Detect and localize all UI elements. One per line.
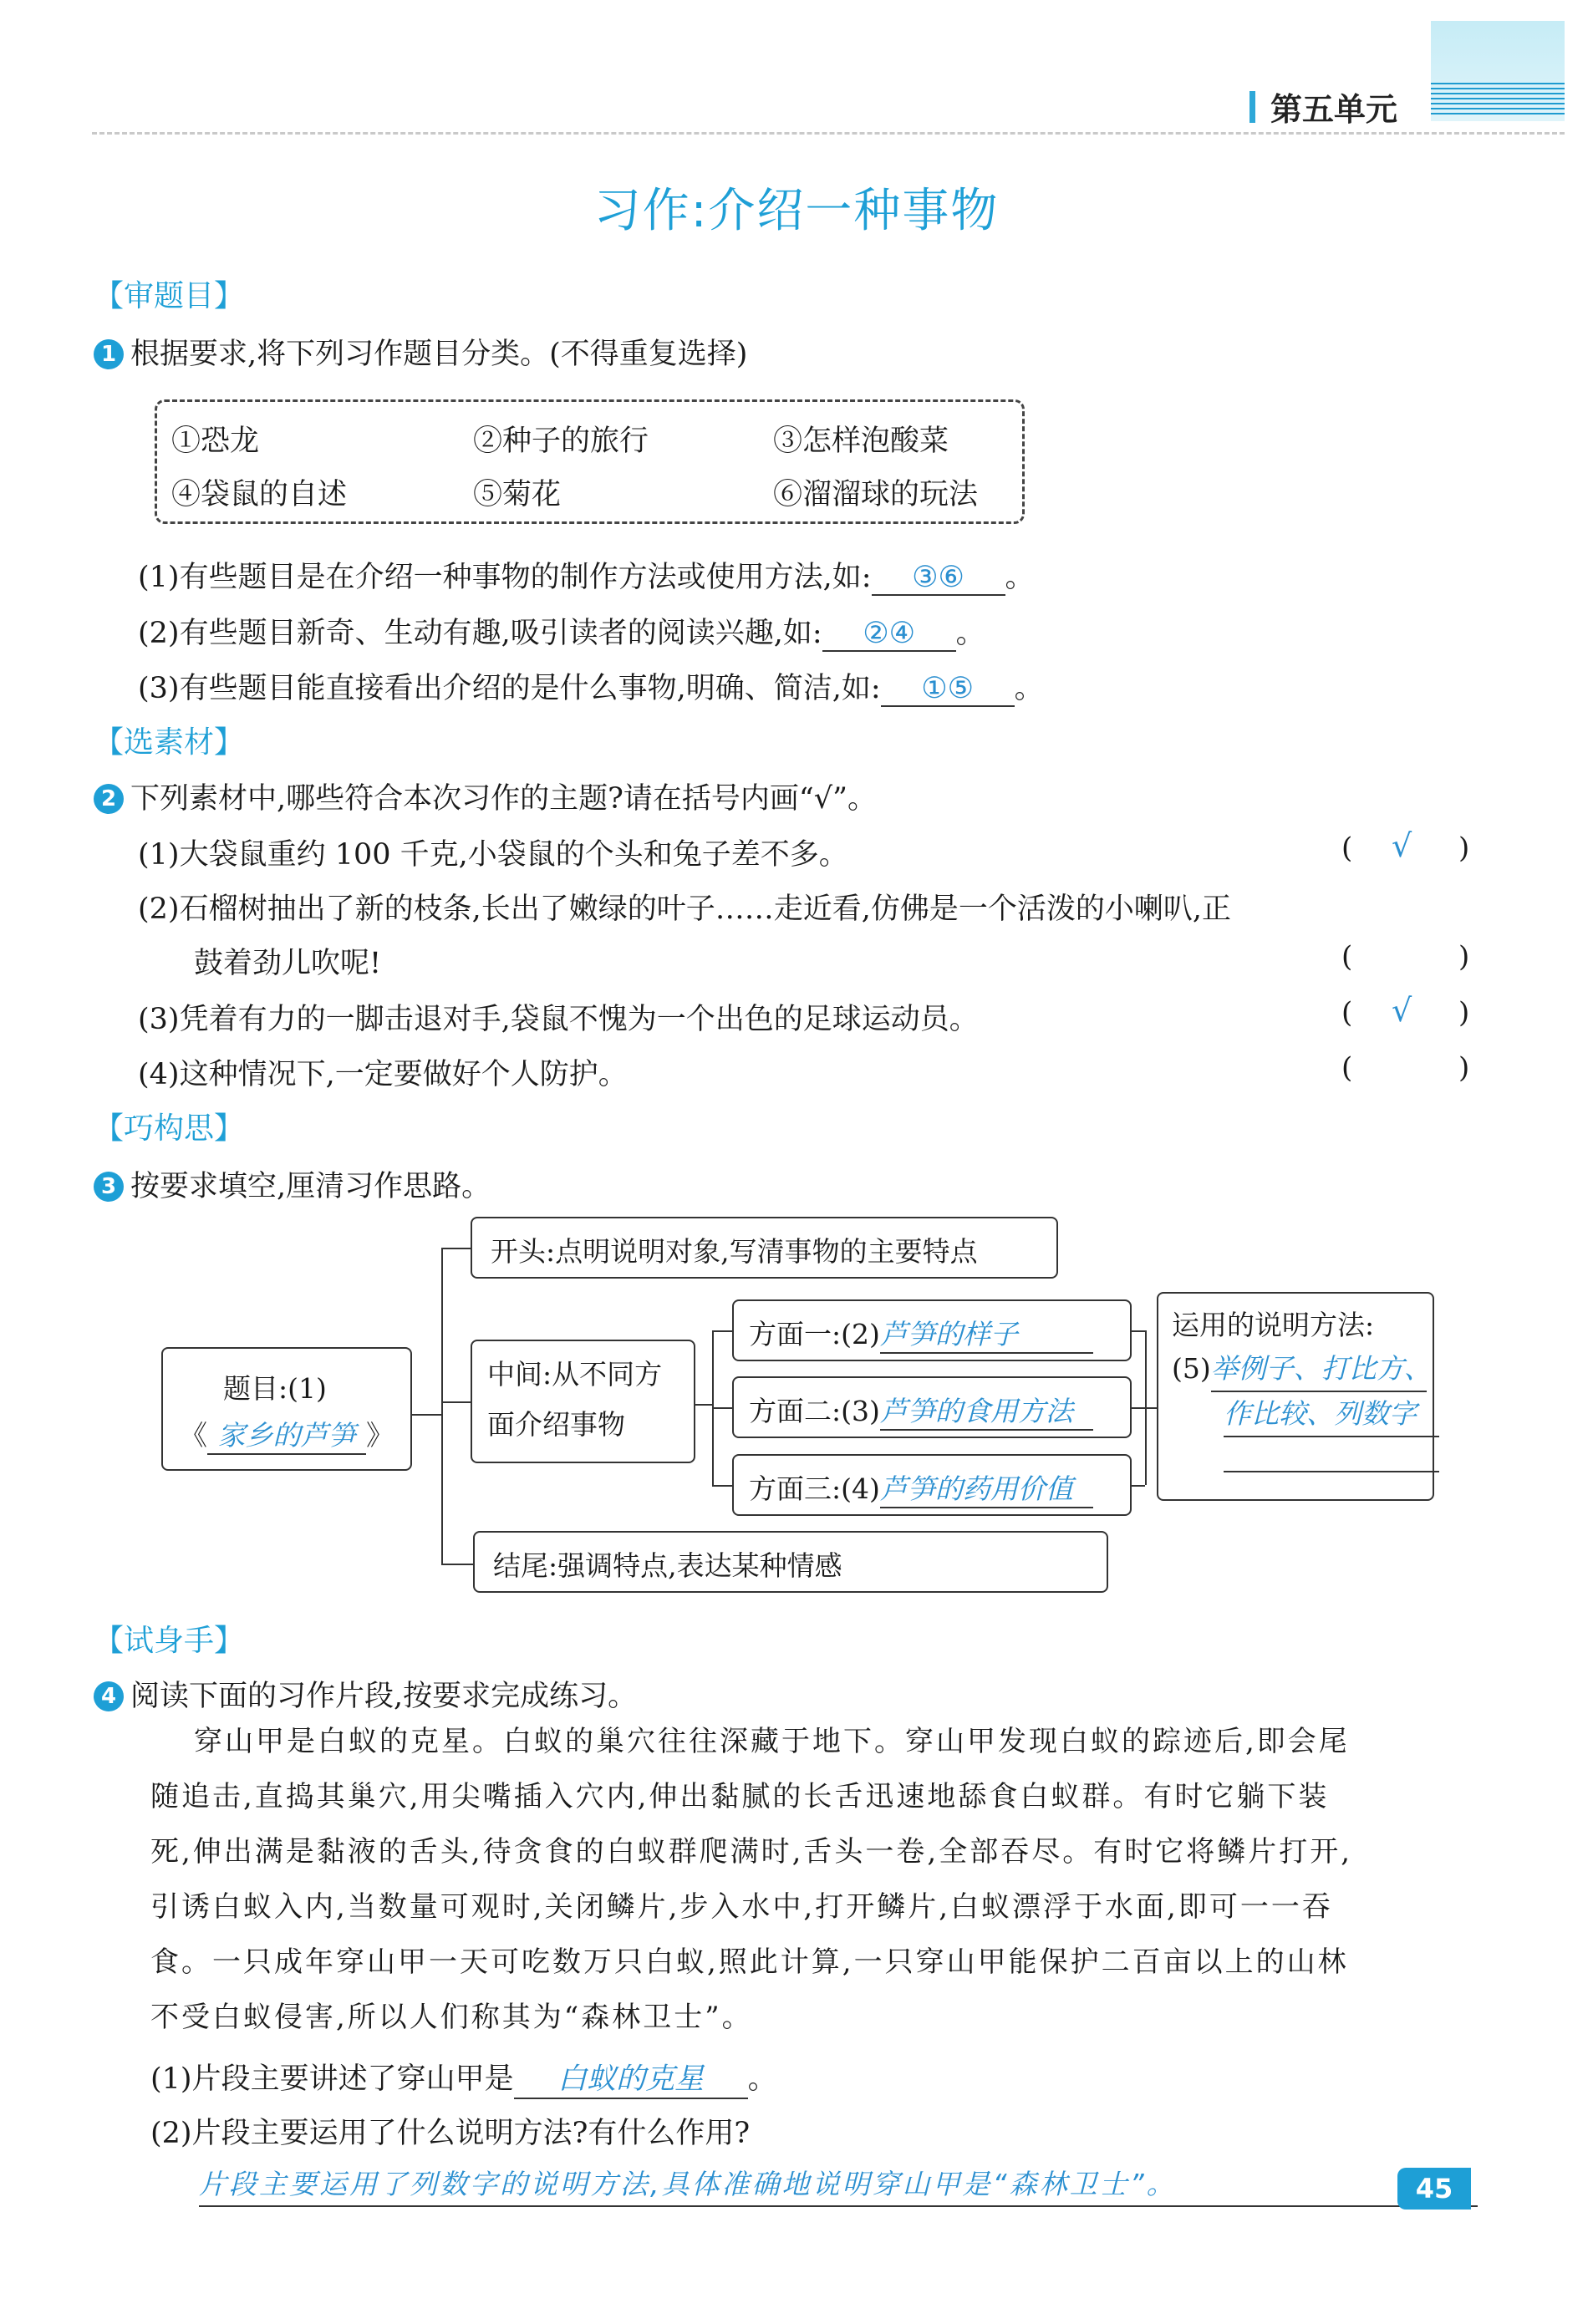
methods-box: 运用的说明方法: (5)举例子、打比方、 作比较、列数字 xyxy=(1157,1292,1434,1501)
unit-label: 第五单元 xyxy=(1249,84,1417,130)
aspect-box-1: 方面一:(2)芦笋的样子 xyxy=(732,1299,1132,1361)
paren-close: ) xyxy=(1458,831,1470,865)
paren-open: ( xyxy=(1341,996,1353,1030)
section-heading-2: 【选素材】 xyxy=(94,725,245,760)
connector xyxy=(441,1564,473,1565)
connector xyxy=(712,1330,732,1332)
answer-blank[interactable]: ①⑤ xyxy=(881,672,1015,707)
q4-sub-2: (2)片段主要运用了什么说明方法?有什么作用? xyxy=(150,2117,751,2150)
q2-item-4: (4)这种情况下,一定要做好个人防护。 xyxy=(138,1058,628,1091)
connector xyxy=(712,1407,732,1409)
connector xyxy=(712,1485,732,1487)
check-mark[interactable]: √ xyxy=(1392,992,1412,1029)
paren-close: ) xyxy=(1458,1051,1470,1085)
q2-item-2: (2)石榴树抽出了新的枝条,长出了嫩绿的叶子……走近看,仿佛是一个活泼的小喇叭,正 xyxy=(138,892,1231,926)
passage-line: 不受白蚁侵害,所以人们称其为“森林卫士”。 xyxy=(150,2001,753,2034)
option: ③怎样泡酸菜 xyxy=(773,425,949,458)
q4-sub-1: (1)片段主要讲述了穿山甲是 白蚁的克星 。 xyxy=(150,2056,777,2099)
option: ⑥溜溜球的玩法 xyxy=(773,478,979,511)
aspect-answer[interactable]: 芦笋的食用方法 xyxy=(880,1390,1093,1431)
aspect-box-3: 方面三:(4)芦笋的药用价值 xyxy=(732,1454,1132,1516)
paren-close: ) xyxy=(1458,996,1470,1030)
q2-item-2-cont: 鼓着劲儿吹呢! xyxy=(194,947,382,980)
q2-item-3: (3)凭着有力的一脚击退对手,袋鼠不愧为一个出色的足球运动员。 xyxy=(138,1003,979,1036)
connector xyxy=(1132,1485,1145,1487)
q1-item-3: (3)有些题目能直接看出介绍的是什么事物,明确、简洁,如: ①⑤ 。 xyxy=(138,672,1044,705)
check-mark[interactable]: √ xyxy=(1392,827,1412,864)
paren-open: ( xyxy=(1341,1051,1353,1085)
q4-number: 4 xyxy=(94,1681,124,1711)
sub2-answer[interactable]: 片段主要运用了列数字的说明方法,具体准确地说明穿山甲是“森林卫士”。 xyxy=(199,2163,1478,2207)
page-number: 45 xyxy=(1397,2168,1471,2210)
header-decoration xyxy=(1431,21,1565,121)
q2-item-1: (1)大袋鼠重约 100 千克,小袋鼠的个头和兔子差不多。 xyxy=(138,838,848,872)
methods-blank[interactable] xyxy=(1224,1437,1439,1472)
passage-line: 穿山甲是白蚁的克星。白蚁的巢穴往往深藏于地下。穿山甲发现白蚁的踪迹后,即会尾 xyxy=(194,1725,1350,1758)
aspect-answer[interactable]: 芦笋的药用价值 xyxy=(880,1467,1093,1508)
section-heading-4: 【试身手】 xyxy=(94,1624,245,1658)
connector xyxy=(441,1248,471,1249)
q3-number: 3 xyxy=(94,1172,124,1202)
aspect-box-2: 方面二:(3)芦笋的食用方法 xyxy=(732,1376,1132,1438)
title-answer[interactable]: 家乡的芦笋 xyxy=(207,1414,366,1455)
title-label: 题目:(1) xyxy=(223,1372,327,1405)
q2-number: 2 xyxy=(94,784,124,814)
connector xyxy=(1132,1407,1145,1409)
answer-blank[interactable]: ②④ xyxy=(822,617,956,652)
q2-prompt: 2 下列素材中,哪些符合本次习作的主题?请在括号内画“√”。 xyxy=(94,776,877,817)
sub1-answer[interactable]: 白蚁的克星 xyxy=(514,2056,748,2099)
option: ①恐龙 xyxy=(171,425,260,458)
header-divider xyxy=(92,132,1565,135)
title-answer-line: 《 家乡的芦笋 》 xyxy=(180,1414,394,1455)
q4-prompt: 4 阅读下面的习作片段,按要求完成练习。 xyxy=(94,1673,637,1715)
q1-item-1: (1)有些题目是在介绍一种事物的制作方法或使用方法,如: ③⑥ 。 xyxy=(138,561,1035,594)
section-heading-3: 【巧构思】 xyxy=(94,1111,245,1146)
passage-line: 随追击,直捣其巢穴,用尖嘴插入穴内,伸出黏腻的长舌迅速地舔食白蚁群。有时它躺下装 xyxy=(150,1780,1330,1813)
paren-close: ) xyxy=(1458,940,1470,974)
page-title: 习作:介绍一种事物 xyxy=(593,184,1000,238)
q1-item-2: (2)有些题目新奇、生动有趣,吸引读者的阅读兴趣,如: ②④ 。 xyxy=(138,617,985,650)
ending-box: 结尾:强调特点,表达某种情感 xyxy=(473,1531,1108,1593)
option: ②种子的旅行 xyxy=(473,425,649,458)
connector xyxy=(441,1401,471,1403)
aspect-answer[interactable]: 芦笋的样子 xyxy=(880,1313,1093,1354)
q1-prompt: 1 根据要求,将下列习作题目分类。(不得重复选择) xyxy=(94,331,747,373)
paren-open: ( xyxy=(1341,831,1353,865)
option: ⑤菊花 xyxy=(473,478,562,511)
q1-number: 1 xyxy=(94,339,124,369)
answer-blank[interactable]: ③⑥ xyxy=(872,561,1005,596)
section-heading-1: 【审题目】 xyxy=(94,279,245,313)
q3-prompt: 3 按要求填空,厘清习作思路。 xyxy=(94,1163,491,1205)
title-box xyxy=(161,1347,412,1471)
connector xyxy=(1145,1407,1157,1409)
connector xyxy=(441,1248,443,1564)
middle-box: 中间:从不同方 面介绍事物 xyxy=(471,1340,695,1463)
passage-line: 引诱白蚁入内,当数量可观时,关闭鳞片,步入水中,打开鳞片,白蚁漂浮于水面,即可一一吞 xyxy=(150,1890,1333,1924)
opening-box: 开头:点明说明对象,写清事物的主要特点 xyxy=(471,1217,1058,1279)
methods-answer[interactable]: 作比较、列数字 xyxy=(1224,1392,1439,1437)
connector xyxy=(412,1414,441,1416)
option: ④袋鼠的自述 xyxy=(171,478,348,511)
paren-open: ( xyxy=(1341,940,1353,974)
passage-line: 食。一只成年穿山甲一天可吃数万只白蚁,照此计算,一只穿山甲能保护二百亩以上的山林 xyxy=(150,1945,1349,1979)
methods-answer[interactable]: 举例子、打比方、 xyxy=(1211,1347,1427,1392)
connector xyxy=(695,1404,712,1406)
passage-line: 死,伸出满是黏液的舌头,待贪食的白蚁群爬满时,舌头一卷,全部吞尽。有时它将鳞片打开, xyxy=(150,1835,1353,1869)
connector xyxy=(1132,1330,1145,1332)
